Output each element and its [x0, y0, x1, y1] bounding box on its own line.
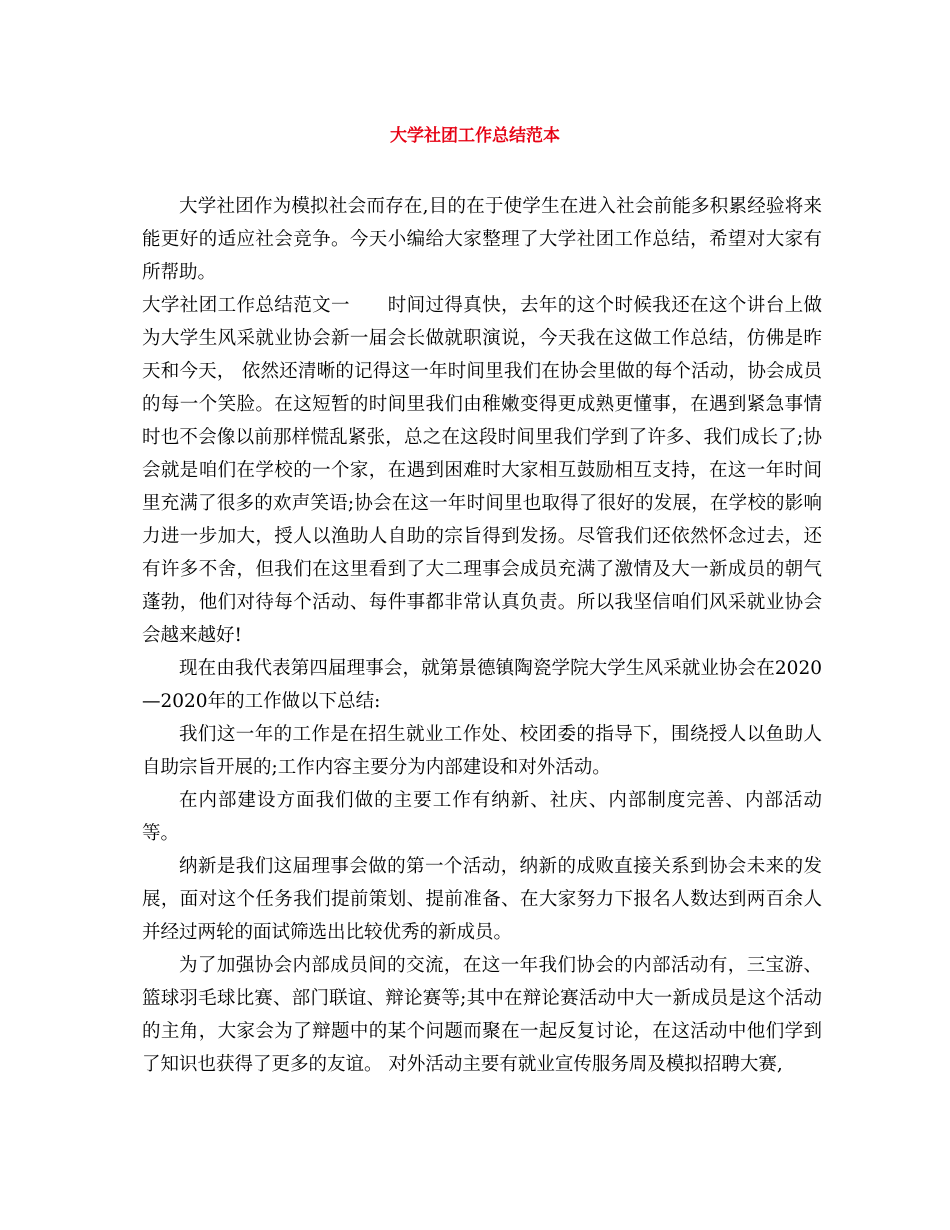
paragraph-intro: 大学社团作为模拟社会而存在,目的在于使学生在进入社会前能多积累经验将来能更好的适应社会竞争。今天小编给大家整理了大学社团工作总结，希望对大家有所帮助。 [142, 196, 822, 283]
paragraph-sample-one: 大学社团工作总结范文一 时间过得真快，去年的这个时候我还在这个讲台上做为大学生风采就业协会新一届会长做就职演说，今天我在这做工作总结，仿佛是昨天和今天， 依然还清晰的记得这一年时间里我们在协会里做的每个活动，协会成员的每一个笑脸。在这短暂的时间里我们由稚嫩变得更成熟更懂事，在遇到紧急事情时也不会像以前那样慌乱紧张，总之在这段时间里我们学到了许多、我们成长了;协会就是咱们在学校的一个家，在遇到困难时大家相互鼓励相互支持，在这一年时间里充满了很多的欢声笑语;协会在这一年时间里也取得了很好的发展，在学校的影响力进一步加大，授人以渔助人自助的宗旨得到发扬。尽管我们还依然怀念过去，还有许多不舍，但我们在这里看到了大二理事会成员充满了激情及大一新成员的朝气蓬勃，他们对待每个活动、每件事都非常认真负责。所以我坚信咱们风采就业协会会越来越好! [142, 295, 822, 646]
paragraph-work-scope: 我们这一年的工作是在招生就业工作处、校团委的指导下，围绕授人以鱼助人自助宗旨开展的;工作内容主要分为内部建设和对外活动。 [142, 724, 822, 778]
document-title: 大学社团工作总结范本 [390, 126, 560, 146]
paragraph-summary-lead: 现在由我代表第四届理事会，就第景德镇陶瓷学院大学生风采就业协会在2020—2020年的工作做以下总结: [142, 658, 822, 712]
paragraph-internal-building: 在内部建设方面我们做的主要工作有纳新、社庆、内部制度完善、内部活动等。 [142, 790, 822, 844]
paragraph-recruitment: 纳新是我们这届理事会做的第一个活动，纳新的成败直接关系到协会未来的发展，面对这个任务我们提前策划、提前准备、在大家努力下报名人数达到两百余人并经过两轮的面试筛选出比较优秀的新成员。 [142, 856, 822, 943]
paragraph-internal-activities: 为了加强协会内部成员间的交流，在这一年我们协会的内部活动有，三宝游、篮球羽毛球比赛、部门联谊、辩论赛等;其中在辩论赛活动中大一新成员是这个活动的主角，大家会为了辩题中的某个问题而聚在一起反复讨论，在这活动中他们学到了知识也获得了更多的友谊。 对外活动主要有就业宣传服务周及模拟招聘大赛, [142, 955, 822, 1075]
document-body [142, 190, 822, 1081]
